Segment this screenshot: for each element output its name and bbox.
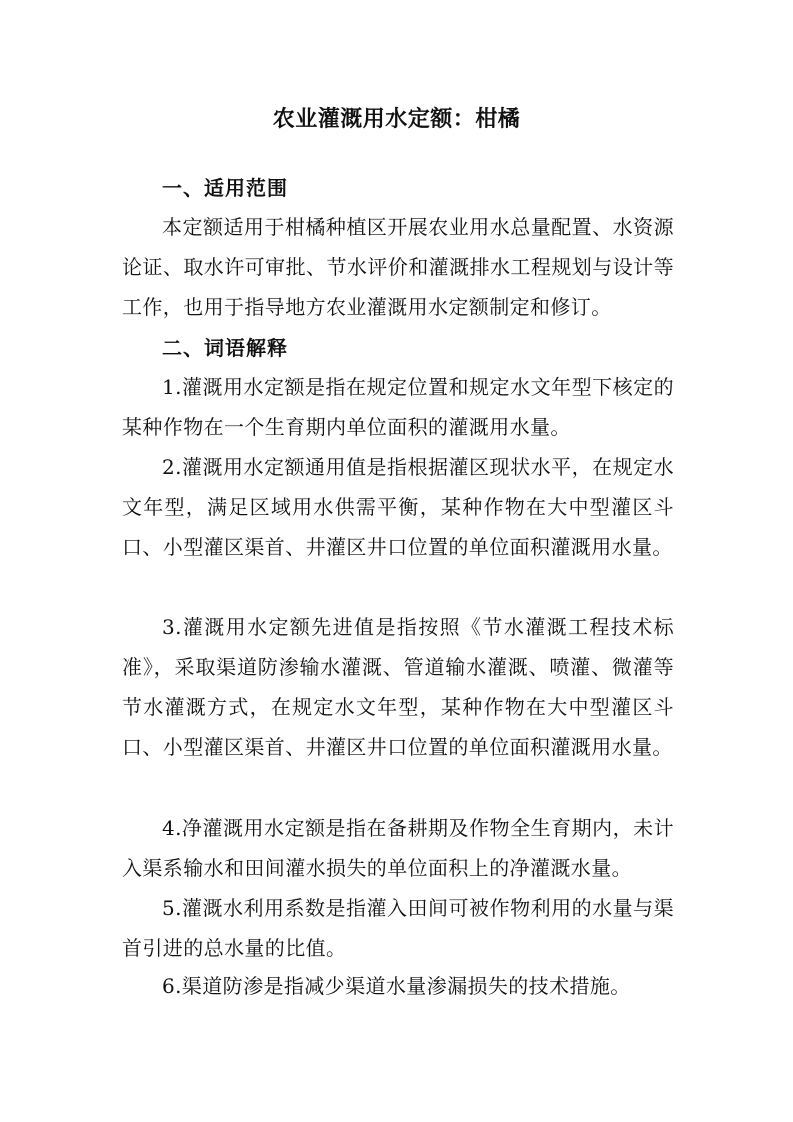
section-heading-definitions: 二、词语解释 <box>162 336 288 360</box>
paragraph-definition-5: 5.灌溉水利用系数是指灌入田间可被作物利用的水量与渠首引进的总水量的比值。 <box>122 896 674 960</box>
paragraph-definition-6: 6.渠道防渗是指减少渠道水量渗漏损失的技术措施。 <box>162 974 631 998</box>
paragraph-definition-2: 2.灌溉用水定额通用值是指根据灌区现状水平，在规定水文年型，满足区域用水供需平衡，某种作物在大中型灌区斗口、小型灌区渠首、井灌区井口位置的单位面积灌溉用水量。 <box>122 455 674 559</box>
paragraph-definition-3: 3.灌溉用水定额先进值是指按照《节水灌溉工程技术标准》，采取渠道防渗输水灌溉、管道输水灌溉、喷灌、微灌等节水灌溉方式，在规定水文年型，某种作物在大中型灌区斗口、小型灌区渠首、井灌区井口位置的单位面积灌溉用水量。 <box>122 615 674 759</box>
paragraph-scope: 本定额适用于柑橘种植区开展农业用水总量配置、水资源论证、取水许可审批、节水评价和灌溉排水工程规划与设计等工作，也用于指导地方农业灌溉用水定额制定和修订。 <box>122 215 674 319</box>
paragraph-definition-4: 4.净灌溉用水定额是指在备耕期及作物全生育期内，未计入渠系输水和田间灌水损失的单位面积上的净灌溉水量。 <box>122 816 674 880</box>
document-title: 农业灌溉用水定额：柑橘 <box>272 107 521 132</box>
section-heading-scope: 一、适用范围 <box>162 176 288 200</box>
paragraph-definition-1: 1.灌溉用水定额是指在规定位置和规定水文年型下核定的某种作物在一个生育期内单位面积的灌溉用水量。 <box>122 375 674 439</box>
